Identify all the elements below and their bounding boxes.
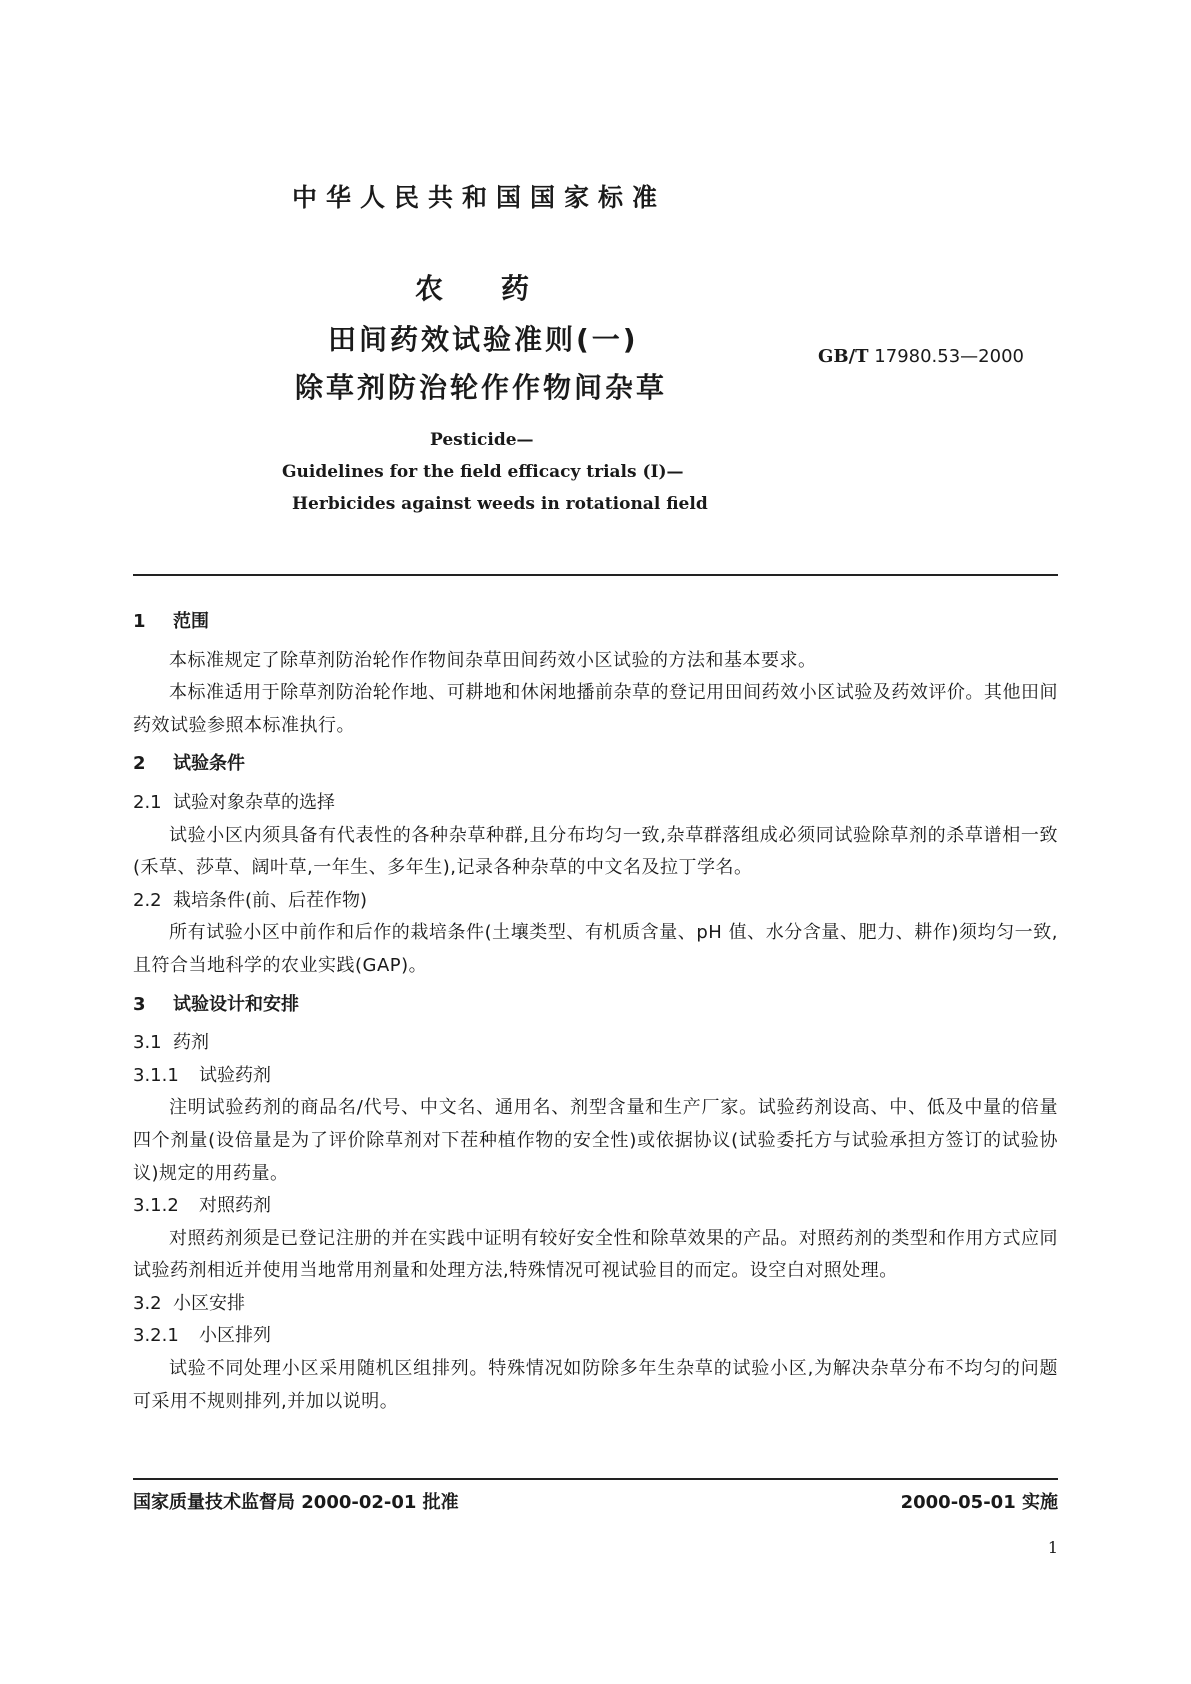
section-heading bbox=[133, 989, 1058, 1022]
english-title-line-3: Herbicides against weeds in rotational field bbox=[292, 494, 708, 514]
section-number: 3.1 bbox=[133, 1032, 162, 1054]
section-number: 3.1.2 bbox=[133, 1195, 179, 1217]
subsection-heading bbox=[133, 1320, 1058, 1353]
paragraph: 所有试验小区中前作和后作的栽培条件(土壤类型、有机质含量、pH 值、水分含量、肥力、耕作)须均匀一致,且符合当地科学的农业实践(GAP)。 bbox=[133, 922, 1058, 976]
title-line-2: 田间药效试验准则(一) bbox=[328, 323, 639, 356]
section-title: 小区安排 bbox=[173, 1292, 245, 1314]
section-title: 小区排列 bbox=[199, 1325, 271, 1347]
section-heading bbox=[133, 748, 1058, 781]
section-number: 3.2.1 bbox=[133, 1325, 179, 1347]
section-number: 2.2 bbox=[133, 889, 162, 911]
standard-code-prefix: GB/T bbox=[818, 346, 869, 367]
english-title-line-2: Guidelines for the field efficacy trials (Ⅰ)— bbox=[282, 462, 684, 482]
english-title-line-1: Pesticide— bbox=[430, 430, 534, 450]
footer-divider bbox=[133, 1478, 1058, 1480]
section-number: 2.1 bbox=[133, 791, 162, 813]
header-divider bbox=[133, 574, 1058, 576]
subsection-heading bbox=[133, 1190, 1058, 1223]
paragraph: 本标准适用于除草剂防治轮作地、可耕地和休闲地播前杂草的登记用田间药效小区试验及药效评价。其他田间药效试验参照本标准执行。 bbox=[133, 682, 1058, 736]
section-heading bbox=[133, 606, 1058, 639]
standard-code-number: 17980.53—2000 bbox=[874, 346, 1024, 367]
subsection-heading bbox=[133, 1027, 1058, 1060]
title-line-1: 农药 bbox=[415, 272, 588, 305]
section-title: 试验条件 bbox=[173, 753, 245, 775]
paragraph: 试验不同处理小区采用随机区组排列。特殊情况如防除多年生杂草的试验小区,为解决杂草分布不均匀的问题可采用不规则排列,并加以说明。 bbox=[133, 1358, 1058, 1412]
section-number: 3.1.1 bbox=[133, 1064, 179, 1086]
subsection-heading bbox=[133, 787, 1058, 820]
section-number: 1 bbox=[133, 611, 146, 632]
section-title: 药剂 bbox=[173, 1032, 209, 1054]
approval-line: 国家质量技术监督局 2000-02-01 批准 bbox=[133, 1492, 459, 1513]
standard-type-heading: 中华人民共和国国家标准 bbox=[292, 183, 667, 212]
subsection-heading bbox=[133, 885, 1058, 918]
implementation-line: 2000-05-01 实施 bbox=[900, 1492, 1058, 1513]
document-body bbox=[133, 606, 1058, 1418]
section-title: 对照药剂 bbox=[199, 1195, 271, 1217]
paragraph: 试验小区内须具备有代表性的各种杂草种群,且分布均匀一致,杂草群落组成必须同试验除草剂的杀草谱相一致(禾草、莎草、阔叶草,一年生、多年生),记录各种杂草的中文名及拉丁学名。 bbox=[133, 824, 1058, 879]
section-number: 2 bbox=[133, 753, 146, 775]
subsection-heading bbox=[133, 1060, 1058, 1093]
paragraph: 注明试验药剂的商品名/代号、中文名、通用名、剂型含量和生产厂家。试验药剂设高、中、低及中量的倍量四个剂量(设倍量是为了评价除草剂对下茬种植作物的安全性)或依据协议(试验委托方与试验承担方签订的试验协议)规定的用药量。 bbox=[133, 1097, 1058, 1184]
paragraph: 对照药剂须是已登记注册的并在实践中证明有较好安全性和除草效果的产品。对照药剂的类型和作用方式应同试验药剂相近并使用当地常用剂量和处理方法,特殊情况可视试验目的而定。设空白对照处理。 bbox=[133, 1227, 1058, 1282]
section-number: 3.2 bbox=[133, 1292, 162, 1314]
page-number: 1 bbox=[1047, 1538, 1058, 1557]
section-number: 3 bbox=[133, 993, 146, 1015]
section-title: 栽培条件(前、后茬作物) bbox=[173, 889, 368, 911]
paragraph: 本标准规定了除草剂防治轮作作物间杂草田间药效小区试验的方法和基本要求。 bbox=[169, 649, 817, 671]
section-title: 试验对象杂草的选择 bbox=[173, 791, 335, 813]
subsection-heading bbox=[133, 1288, 1058, 1321]
section-title: 范围 bbox=[173, 611, 209, 632]
title-line-3: 除草剂防治轮作作物间杂草 bbox=[295, 371, 668, 404]
section-title: 试验设计和安排 bbox=[173, 993, 299, 1015]
standard-code bbox=[818, 346, 1024, 367]
section-title: 试验药剂 bbox=[199, 1064, 271, 1086]
